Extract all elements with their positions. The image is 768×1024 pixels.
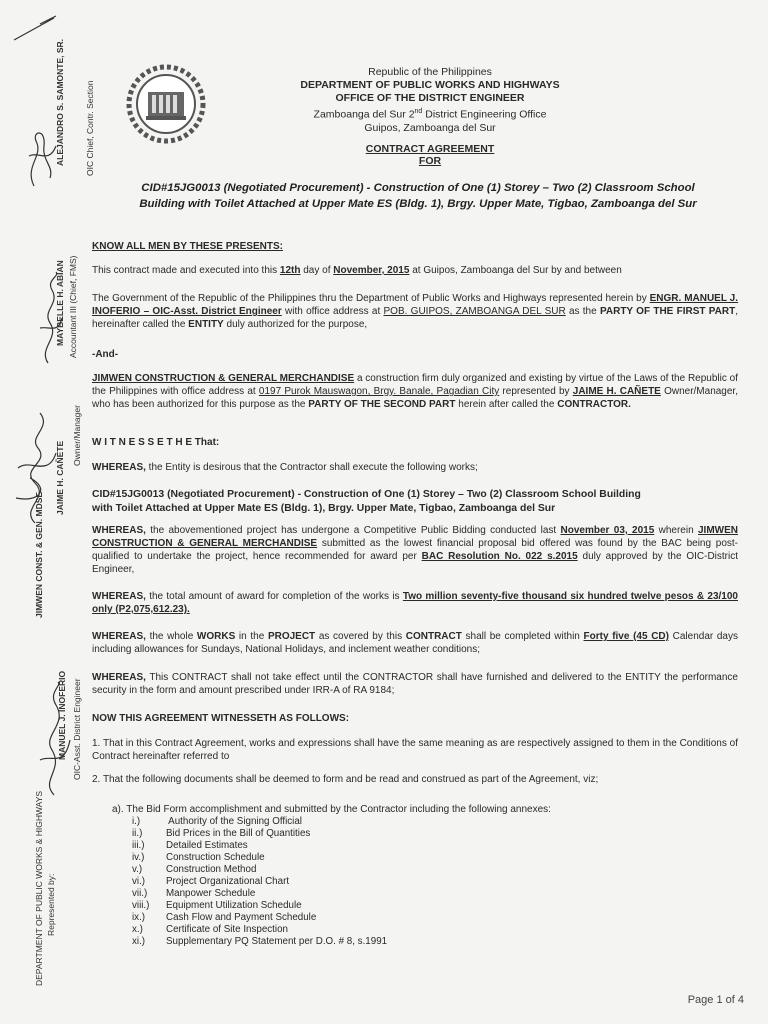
annex-text: Bid Prices in the Bill of Quantities	[166, 828, 311, 839]
annex-text: Construction Method	[166, 864, 257, 875]
annex-number: iv.)	[132, 852, 145, 863]
margin-name-canete: JAIME H. CAÑETE	[55, 440, 65, 515]
margin-title-abian: Accountant III (Chief, FMS)	[68, 255, 78, 358]
signature-inoferio	[34, 680, 74, 800]
margin-company: JIMWEN CONST. & GEN. MDSE	[34, 491, 44, 618]
margin-title-inoferio: OIC-Asst. District Engineer	[72, 678, 82, 780]
annex-number: v.)	[132, 864, 143, 875]
margin-name-inoferio: MANUEL J. INOFERIO	[57, 670, 67, 760]
paragraph-second-party: JIMWEN CONSTRUCTION & GENERAL MERCHANDISE a construction firm duly organized and existing by virtue of the Laws of the Republic of the Philippines with office address at 0197 Purok Mauswagon, Brgy. Banale, Pagadian City represented by JAIME H. CAÑETE Owner/Manager, who has been authorized for this purpose as the PARTY OF THE SECOND PART herein after called the CONTRACTOR.	[92, 373, 739, 410]
margin-name-abian: MAYBELLE H. ABIAN	[55, 260, 65, 346]
know-all-men-heading: KNOW ALL MEN BY THESE PRESENTS:	[92, 241, 283, 252]
annex-text: Cash Flow and Payment Schedule	[166, 912, 317, 923]
annex-text: Detailed Estimates	[166, 840, 248, 851]
annex-text: Supplementary PQ Statement per D.O. # 8, s.1991	[166, 936, 388, 947]
whereas-5: WHEREAS, This CONTRACT shall not take effect until the CONTRACTOR shall have furnished and delivered to the ENTITY the performance security in the form and amount prescribed under IRR-A of RA 9184;	[92, 672, 738, 696]
project-title: CID#15JG0013 (Negotiated Procurement) - Construction of One (1) Storey – Two (2) Classroom School Building with Toilet Attached at Upper Mate ES (Bldg. 1), Brgy. Upper Mate, Tigbao, Zamboanga del Sur	[139, 182, 697, 210]
signature-samonte	[14, 116, 64, 196]
letterhead	[240, 66, 620, 135]
whereas-4: WHEREAS, the whole WORKS in the PROJECT as covered by this CONTRACT shall be completed within Forty five (45 CD) Calendar days including allowances for Sundays, National Holidays, and inclement weather conditions;	[92, 631, 738, 655]
annex-item	[132, 840, 532, 852]
office-line: OFFICE OF THE DISTRICT ENGINEER	[335, 92, 525, 104]
annex-item	[132, 816, 532, 828]
annex-text: Project Organizational Chart	[166, 876, 290, 887]
annex-list	[132, 816, 532, 948]
annex-text: Equipment Utilization Schedule	[166, 900, 302, 911]
paragraph-first-party: The Government of the Republic of the Philippines thru the Department of Public Works and Highways represented herein by ENGR. MANUEL J. INOFERIO – OIC-Asst. District Engineer with office address at POB. GUIPOS, ZAMBOANGA DEL SUR as the PARTY OF THE FIRST PART, hereinafter called the ENTITY duly authorized for the purpose,	[92, 293, 739, 330]
district-line: Zamboanga del Sur 2nd District Engineering Office	[313, 108, 547, 121]
annex-text: Construction Schedule	[166, 852, 265, 863]
now-agreement-heading: NOW THIS AGREEMENT WITNESSETH AS FOLLOWS:	[92, 713, 350, 724]
republic-line: Republic of the Philippines	[368, 66, 492, 78]
annex-number: xi.)	[132, 936, 146, 947]
annex-item	[132, 852, 532, 864]
whereas-3: WHEREAS, the total amount of award for completion of the works is Two million seventy-five thousand six hundred twelve pesos & 23/100 only (P2,075,612.23).	[92, 591, 738, 615]
annex-item	[132, 924, 532, 936]
margin-name-samonte: ALEJANDRO S. SAMONTE, SR.	[55, 38, 65, 166]
annex-number: viii.)	[132, 900, 150, 911]
clause-2: 2. That the following documents shall be deemed to form and be read and construed as part of the Agreement, viz;	[92, 774, 599, 785]
margin-title-samonte: OIC Chief, Contr. Section	[85, 80, 95, 176]
annex-number: x.)	[132, 924, 143, 935]
whereas-1: WHEREAS, the Entity is desirous that the Contractor shall execute the following works;	[92, 462, 478, 473]
annex-item	[132, 828, 532, 840]
signature-canete	[10, 408, 60, 528]
annex-text: Authority of the Signing Official	[166, 816, 302, 827]
signature-abian	[30, 268, 70, 368]
annex-text: Certificate of Site Inspection	[166, 924, 288, 935]
clause-2a: a). The Bid Form accomplishment and submitted by the Contractor including the following annexes:	[112, 804, 551, 815]
annex-item	[132, 876, 532, 888]
margin-title-canete: Owner/Manager	[72, 405, 82, 466]
and-separator: -And-	[92, 349, 119, 360]
annex-item	[132, 912, 532, 924]
margin-represented: Represented by:	[46, 873, 56, 936]
whereas-1-project: CID#15JG0013 (Negotiated Procurement) - Construction of One (1) Storey – Two (2) Classroom School Building with Toilet Attached at Upper Mate ES (Bldg. 1), Brgy. Upper Mate, Tigbao, Zamboanga del Sur	[92, 489, 641, 514]
annex-item	[132, 888, 532, 900]
annex-item	[132, 900, 532, 912]
margin-dept: DEPARTMENT OF PUBLIC WORKS & HIGHWAYS	[34, 790, 44, 986]
annex-number: vii.)	[132, 888, 148, 899]
annex-number: iii.)	[132, 840, 145, 851]
address-line: Guipos, Zamboanga del Sur	[364, 121, 496, 134]
annex-number: ii.)	[132, 828, 143, 839]
page-number: Page 1 of 4	[687, 994, 744, 1006]
annex-number: i.)	[132, 816, 141, 827]
annex-item	[132, 864, 532, 876]
dpwh-seal-logo	[126, 64, 206, 144]
annex-number: ix.)	[132, 912, 146, 923]
corner-pen-mark	[10, 10, 60, 50]
department-line: DEPARTMENT OF PUBLIC WORKS AND HIGHWAYS	[300, 79, 560, 91]
paragraph-opening: This contract made and executed into this 12th day of November, 2015 at Guipos, Zamboanga del Sur by and between	[92, 265, 622, 276]
annex-item	[132, 936, 532, 948]
annex-text: Manpower Schedule	[166, 888, 256, 899]
annex-number: vi.)	[132, 876, 146, 887]
contract-title: CONTRACT AGREEMENT FOR	[365, 143, 495, 167]
witnesseth-heading: W I T N E S S E T H E That:	[92, 437, 220, 448]
clause-1: 1. That in this Contract Agreement, works and expressions shall have the same meaning as are respectively assigned to them in the Conditions of Contract hereinafter referred to	[92, 738, 738, 762]
whereas-2: WHEREAS, the abovementioned project has undergone a Competitive Public Bidding conducted last November 03, 2015 wherein JIMWEN CONSTRUCTION & GENERAL MERCHANDISE submitted as the lowest financial proposal bid offered was found by the BAC being post-qualified to undertake the project, hence recommended for award per BAC Resolution No. 022 s.2015 duly approved by the OIC-District Engineer,	[92, 525, 739, 575]
